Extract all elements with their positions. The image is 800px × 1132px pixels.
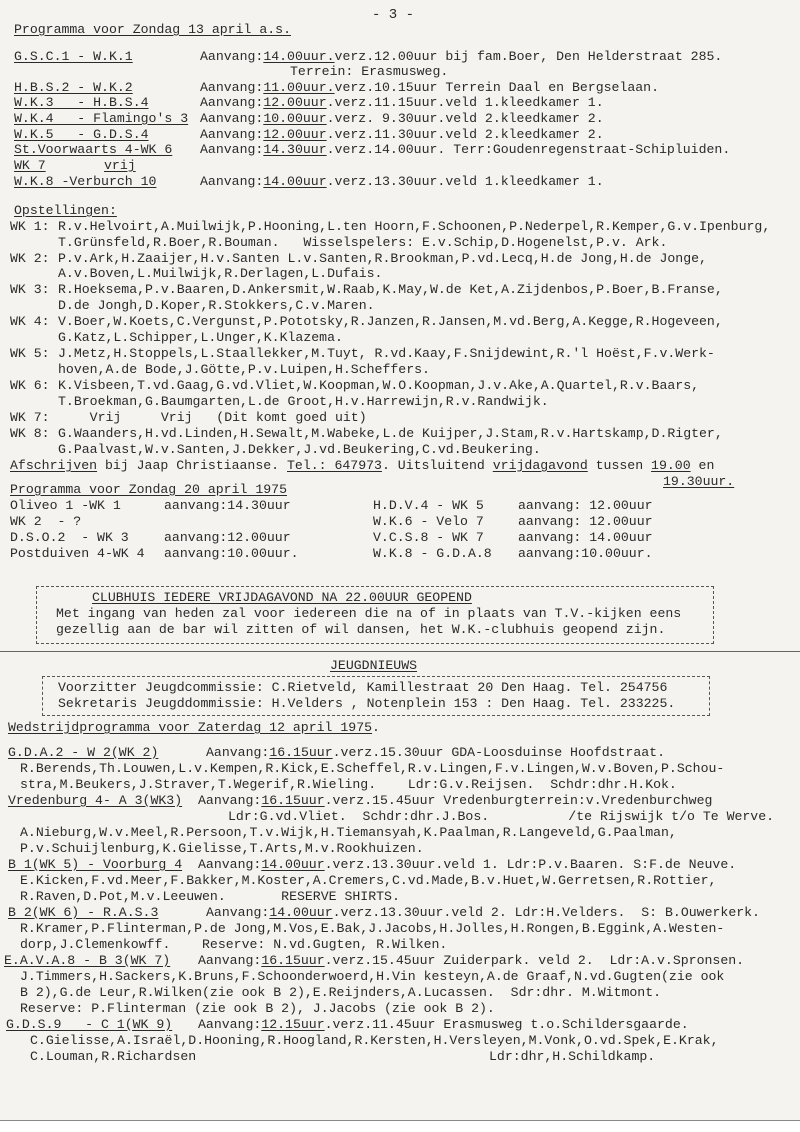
team-line: G.Katz,L.Schipper,L.Unger,K.Klazema.: [58, 330, 343, 345]
jeugdnieuws-heading: JEUGDNIEUWS: [330, 658, 418, 673]
afschrijven-label: Afschrijven: [10, 458, 98, 473]
aanvang-time: 14.00uur: [261, 857, 325, 872]
afschrijven-text: tussen: [587, 458, 652, 473]
match-teams: Oliveo 1 -WK 1: [10, 498, 121, 513]
aanvang-time: 14.30uur: [263, 142, 327, 157]
aanvang-time: 12.00uur: [263, 95, 327, 110]
match-details: [200, 49, 722, 64]
clubhuis-heading: CLUBHUIS IEDERE VRIJDAGAVOND NA 22.00UUR GEOPEND: [92, 590, 472, 605]
team-line: G.Paalvast,W.v.Santen,J.Dekker,J.vd.Beukering,C.vd.Beukering.: [58, 442, 541, 457]
aanvang-label: Aanvang:: [206, 905, 270, 920]
match-rest: verz.12.00uur bij fam.Boer, Den Helderstraat 285.: [334, 49, 723, 64]
match-teams: G.D.A.2 - W 2(WK 2): [8, 745, 159, 760]
match-rest: .verz.11.45uur Erasmusweg t.o.Schildersgaarde.: [324, 1017, 689, 1032]
match-teams: WK 7: [14, 158, 46, 173]
match-row: [14, 127, 149, 142]
aanvang-label: Aanvang:: [198, 793, 262, 808]
match-teams: E.A.V.A.8 - B 3(WK 7): [4, 953, 171, 968]
players-line: C.Gielisse,A.Israël,D.Hooning,R.Hoogland,R.Kersten,H.Versleyen,M.Vonk,O.vd.Spek,E.Krak,: [30, 1033, 719, 1048]
aanvang-time: 14.00uur.: [263, 49, 335, 64]
match-teams: W.K.8 - G.D.A.8: [373, 546, 492, 561]
match-details: [206, 745, 665, 760]
aanvang-time: 16.15uur: [261, 793, 325, 808]
match-row: [14, 158, 46, 173]
match-row: [14, 174, 156, 189]
afschrijven-line: [10, 458, 714, 473]
aanvang-label: Aanvang:: [198, 857, 262, 872]
team-line: D.de Jongh,D.Koper,R.Stokkers,C.v.Maren.: [58, 298, 375, 313]
team-line: Vrij Vrij (Dit komt goed uit): [58, 410, 367, 425]
aanvang-time: aanvang:12.00uur: [164, 530, 291, 545]
match-teams: W.K.5 - G.D.S.4: [14, 127, 149, 142]
aanvang-time: 16.15uur: [269, 745, 333, 760]
jeugdnieuws-chair: Voorzitter Jeugdcommissie: C.Rietveld, Kamillestraat 20 Den Haag. Tel. 254756: [58, 680, 668, 695]
aanvang-time: aanvang: 12.00uur: [518, 498, 653, 513]
team-line: hoven,A.de Bode,J.Götte,P.v.Luipen,H.Scheffers.: [58, 362, 430, 377]
match-rest: .verz.11.15uur.veld 1.kleedkamer 1.: [326, 95, 604, 110]
players-line: stra,M.Beukers,J.Straver,T.Wegerif,R.Wieling. Ldr:G.v.Reijsen. Schdr:dhr.H.Kok.: [20, 777, 677, 792]
match-row: [14, 49, 133, 64]
page-number: - 3 -: [372, 7, 415, 23]
afschrijven-phone: Tel.: 647973: [287, 458, 382, 473]
players-line: A.Nieburg,W.v.Meel,R.Persoon,T.v.Wijk,H.Tiemansyah,K.Paalman,R.Langeveld,G.Paalman,: [20, 825, 677, 840]
players-line: R.Kramer,P.Flinterman,P.de Jong,M.Vos,E.Bak,J.Jacobs,H.Jolles,H.Rongen,B.Eggink,A.Westen-: [20, 921, 725, 936]
aanvang-time: aanvang: 12.00uur: [518, 514, 653, 529]
page-bottom-edge: [0, 1120, 800, 1132]
match-details: [200, 80, 659, 95]
match-teams: B 1(WK 5) - Voorburg 4: [8, 857, 183, 872]
players-line: B 2),G.de Leur,R.Wilken(zie ook B 2),E.Reijnders,A.Lucassen. Sdr:dhr. M.Witmont.: [20, 985, 662, 1000]
clubhuis-text: Met ingang van heden zal voor iedereen die na of in plaats van T.V.-kijken eens: [56, 606, 682, 621]
match-details: [198, 953, 744, 968]
match-details: [200, 95, 604, 110]
terrein-line: Terrein: Erasmusweg.: [290, 64, 449, 79]
afschrijven-day: vrijdagavond: [492, 458, 588, 473]
match-details: [206, 905, 760, 920]
aanvang-time: 16.15uur: [261, 953, 325, 968]
match-teams: D.S.O.2 - WK 3: [10, 530, 129, 545]
match-teams: W.K.3 - H.B.S.4: [14, 95, 149, 110]
afschrijven-time-end: 19.30uur.: [663, 474, 735, 489]
match-teams: V.C.S.8 - WK 7: [373, 530, 484, 545]
match-row: [14, 80, 133, 95]
aanvang-label: Aanvang:: [200, 127, 264, 142]
opstellingen-title: Opstellingen:: [14, 203, 117, 218]
clubhuis-text: gezellig aan de bar wil zitten of wil dansen, het W.K.-clubhuis geopend zijn.: [56, 622, 666, 637]
afschrijven-text: en: [690, 458, 715, 473]
wedstrijd-title: Wedstrijdprogramma voor Zaterdag 12 april 1975: [8, 720, 373, 735]
match-teams: G.S.C.1 - W.K.1: [14, 49, 133, 64]
match-row: [14, 111, 188, 126]
aanvang-time: 11.00uur.: [263, 80, 335, 95]
programma-20-title: Programma voor Zondag 20 april 1975: [10, 482, 287, 497]
team-line: K.Visbeen,T.vd.Gaag,G.vd.Vliet,W.Koopman,W.O.Koopman,J.v.Ake,A.Quartel,R.v.Baars,: [58, 378, 700, 393]
match-rest: verz.10.15uur Terrein Daal en Bergselaan.: [334, 80, 660, 95]
team-line: V.Boer,W.Koets,C.Vergunst,P.Pototsky,R.Janzen,R.Jansen,M.vd.Berg,A.Kegge,R.Hogeveen,: [58, 314, 723, 329]
match-teams: Vredenburg 4- A 3(WK3): [8, 793, 183, 808]
programma-13-title: Programma voor Zondag 13 april a.s.: [14, 22, 291, 37]
match-rest: .verz. 9.30uur.veld 2.kleedkamer 2.: [326, 111, 604, 126]
match-row: [14, 95, 149, 110]
aanvang-time: aanvang:10.00uur.: [164, 546, 299, 561]
players-line: Reserve: P.Flinterman (zie ook B 2), J.Jacobs (zie ook B 2).: [20, 1001, 495, 1016]
team-line: A.v.Boven,L.Muilwijk,R.Derlagen,L.Dufais.: [58, 266, 383, 281]
team-label: WK 3:: [10, 282, 50, 297]
match-details: [198, 793, 712, 808]
team-label: WK 2:: [10, 251, 50, 266]
aanvang-label: Aanvang:: [200, 49, 264, 64]
players-line: R.Berends,Th.Louwen,L.v.Kempen,R.Kick,E.Scheffel,R.v.Lingen,F.v.Lingen,W.v.Boven,P.Schou-: [20, 761, 725, 776]
match-teams: H.B.S.2 - W.K.2: [14, 80, 133, 95]
team-line: P.v.Ark,H.Zaaijer,H.v.Santen L.v.Santen,R.Brookman,P.vd.Lecq,H.de Jong,H.de Jonge,: [58, 251, 707, 266]
wedstrijd-title-line: [8, 720, 380, 735]
match-rest: .verz.13.30uur.veld 1.kleedkamer 1.: [326, 174, 604, 189]
match-details: [200, 174, 604, 189]
aanvang-label: Aanvang:: [200, 80, 264, 95]
aanvang-label: Aanvang:: [200, 95, 264, 110]
team-line: J.Metz,H.Stoppels,L.Staallekker,M.Tuyt, R.vd.Kaay,F.Snijdewint,R.'l Hoëst,F.v.Werk-: [58, 346, 715, 361]
match-teams: W.K.4 - Flamingo's 3: [14, 111, 189, 126]
team-label: WK 5:: [10, 346, 50, 361]
team-line: T.Grünsfeld,R.Boer,R.Bouman. Wisselspelers: E.v.Schip,D.Hogenelst,P.v. Ark.: [58, 235, 668, 250]
players-line: P.v.Schuijlenburg,K.Gielisse,T.Arts,M.v.Rookhuizen.: [20, 841, 424, 856]
team-line: T.Broekman,G.Baumgarten,L.de Groot,H.v.Harrewijn,R.v.Randwijk.: [58, 394, 549, 409]
title-suffix: .: [372, 720, 380, 735]
team-label: WK 4:: [10, 314, 50, 329]
aanvang-time: aanvang:10.00uur.: [518, 546, 653, 561]
afschrijven-text: . Uitsluitend: [381, 458, 493, 473]
players-line: R.Raven,D.Pot,M.v.Leeuwen. RESERVE SHIRTS.: [20, 889, 400, 904]
match-teams: G.D.S.9 - C 1(WK 9): [6, 1017, 173, 1032]
aanvang-label: Aanvang:: [200, 174, 264, 189]
match-extra: Ldr:G.vd.Vliet. Schdr:dhr.J.Bos. /te Rijswijk t/o Te Werve.: [228, 809, 775, 824]
match-rest: .verz.15.45uur Zuiderpark. veld 2. Ldr:A.v.Spronsen.: [324, 953, 745, 968]
match-rest: .verz.14.00uur. Terr:Goudenregenstraat-Schipluiden.: [326, 142, 731, 157]
aanvang-time: aanvang: 14.00uur: [518, 530, 653, 545]
aanvang-label: Aanvang:: [198, 1017, 262, 1032]
aanvang-time: 10.00uur: [263, 111, 327, 126]
afschrijven-text: bij Jaap Christiaanse.: [97, 458, 287, 473]
vrij-label: vrij: [104, 158, 136, 173]
match-details: [200, 127, 604, 142]
players-line: E.Kicken,F.vd.Meer,F.Bakker,M.Koster,A.Cremers,C.vd.Made,B.v.Huet,W.Gerretsen,R.Rottier,: [20, 873, 717, 888]
match-teams: Postduiven 4-WK 4: [10, 546, 145, 561]
aanvang-time: 14.00uur: [263, 174, 327, 189]
aanvang-label: Aanvang:: [206, 745, 270, 760]
aanvang-label: Aanvang:: [200, 142, 264, 157]
match-teams: St.Voorwaarts 4-WK 6: [14, 142, 173, 157]
aanvang-time: 12.00uur: [263, 127, 327, 142]
players-line: C.Louman,R.Richardsen Ldr:dhr,H.Schildkamp.: [30, 1049, 656, 1064]
section-divider: [0, 651, 800, 652]
match-teams: B 2(WK 6) - R.A.S.3: [8, 905, 159, 920]
team-label: WK 7:: [10, 410, 50, 425]
team-line: R.Hoeksema,P.v.Baaren,D.Ankersmit,W.Raab,K.May,W.de Ket,A.Zijdenbos,P.Boer,B.Franse,: [58, 282, 723, 297]
match-details: [200, 111, 604, 126]
team-label: WK 8:: [10, 426, 50, 441]
match-details: [200, 142, 730, 157]
match-rest: .verz.15.30uur GDA-Loosduinse Hoofdstraat.: [332, 745, 666, 760]
match-rest: .verz.13.30uur.veld 1. Ldr:P.v.Baaren. S:F.de Neuve.: [324, 857, 737, 872]
team-line: R.v.Helvoirt,A.Muilwijk,P.Hooning,L.ten Hoorn,F.Schoonen,P.Nederpel,R.Kemper,G.v.Ipenburg,: [58, 219, 771, 234]
match-rest: .verz.13.30uur.veld 2. Ldr:H.Velders. S: B.Ouwerkerk.: [332, 905, 760, 920]
players-line: dorp,J.Clemenkowff. Reserve: N.vd.Gugten, R.Wilken.: [20, 937, 448, 952]
match-teams: W.K.8 -Verburch 10: [14, 174, 157, 189]
match-rest: .verz.11.30uur.veld 2.kleedkamer 2.: [326, 127, 604, 142]
match-rest: .verz.15.45uur Vredenburgterrein:v.Vredenburchweg: [324, 793, 713, 808]
team-line: G.Waanders,H.vd.Linden,H.Sewalt,M.Wabeke,L.de Kuijper,J.Stam,R.v.Hartskamp,D.Rigter,: [58, 426, 723, 441]
afschrijven-time-start: 19.00: [651, 458, 691, 473]
aanvang-time: 12.15uur: [261, 1017, 325, 1032]
players-line: J.Timmers,H.Sackers,K.Bruns,F.Schoonderwoerd,H.Vin kesteyn,A.de Graaf,N.vd.Gugten(zie ook: [20, 969, 725, 984]
aanvang-time: 14.00uur: [269, 905, 333, 920]
jeugdnieuws-secretary: Sekretaris Jeugddommissie: H.Velders , Notenplein 153 : Den Haag. Tel. 233225.: [58, 696, 676, 711]
match-details: [198, 1017, 689, 1032]
aanvang-label: Aanvang:: [198, 953, 262, 968]
team-label: WK 1:: [10, 219, 50, 234]
match-row: [14, 142, 172, 157]
match-teams: W.K.6 - Velo 7: [373, 514, 484, 529]
team-label: WK 6:: [10, 378, 50, 393]
match-teams: H.D.V.4 - WK 5: [373, 498, 484, 513]
match-details: [198, 857, 736, 872]
aanvang-time: aanvang:14.30uur: [164, 498, 291, 513]
match-teams: WK 2 - ?: [10, 514, 82, 529]
aanvang-label: Aanvang:: [200, 111, 264, 126]
